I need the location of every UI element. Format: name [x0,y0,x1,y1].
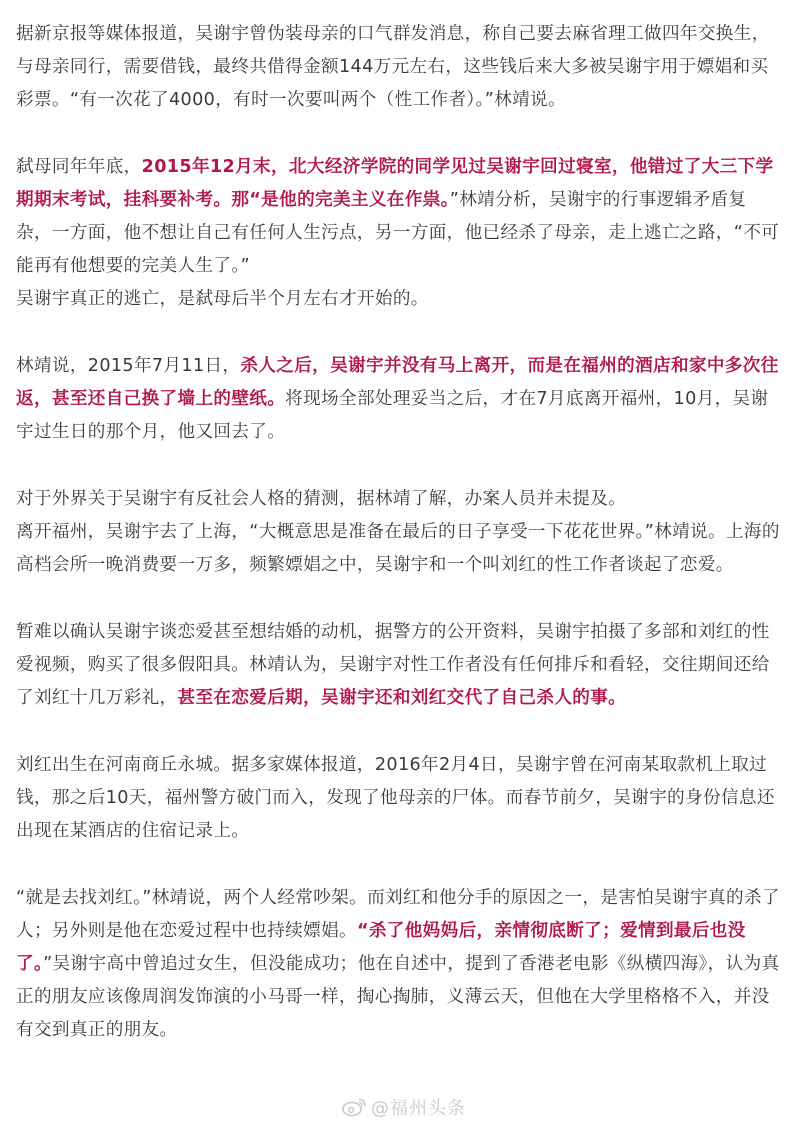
paragraph-7 [16,616,782,715]
highlighted-text: 2015年12月末，北大经济学院的同学见过吴谢宇回过寝室，他错过了大三下学期期末考试，挂科要补考。那“是他的完美主义在作祟。 [16,157,774,210]
highlighted-text: 杀人之后，吴谢宇并没有马上离开，而是在福州的酒店和家中多次往返，甚至还自己换了墙上的壁纸。 [16,356,779,409]
paragraph-8 [16,749,782,848]
paragraph-9 [16,882,782,1047]
watermark-text: @福州头条 [371,1098,466,1119]
article-body [16,18,782,1047]
paragraph-4 [16,350,782,449]
highlighted-text: 甚至在恋爱后期，吴谢宇还和刘红交代了自己杀人的事。 [177,688,627,708]
body-text: 对于外界关于吴谢宇有反社会人格的猜测，据林靖了解，办案人员并未提及。 [16,489,627,509]
body-text: 刘红出生在河南商丘永城。据多家媒体报道，2016年2月4日，吴谢宇曾在河南某取款机上取过钱，那之后10天，福州警方破门而入，发现了他母亲的尸体。而春节前夕，吴谢宇的身份信息还出现在某酒店的住宿记录上。 [16,755,775,841]
paragraph-1 [16,18,782,117]
body-text: 据新京报等媒体报道，吴谢宇曾伪装母亲的口气群发消息，称自己要去麻省理工做四年交换生，与母亲同行，需要借钱，最终共借得金额144万元左右，这些钱后来大多被吴谢宇用于嫖娼和买彩票。“有一次花了4000，有时一次要叫两个（性工作者）。”林靖说。 [16,24,770,110]
body-text: 将现场全部处理妥当之后，才在7月底离开福州，10月，吴谢宇过生日的那个月，他又回去了。 [16,389,769,442]
body-text: 弑母同年年底， [16,157,142,177]
body-text: 吴谢宇真正的逃亡，是弑母后半个月左右才开始的。 [16,289,429,309]
paragraph-3 [16,283,782,316]
watermark [341,1094,466,1120]
body-text: ”吴谢宇高中曾追过女生，但没能成功；他在自述中，提到了香港老电影《纵横四海》，认为真正的朋友应该像周润发饰演的小马哥一样，掏心掏肺，义薄云天，但他在大学里格格不入，并没有交到真正的朋友。 [16,954,780,1040]
body-text: ”林靖分析，吴谢宇的行事逻辑矛盾复杂，一方面，他不想让自己有任何人生污点，另一方面，他已经杀了母亲，走上逃亡之路，“不可能再有他想要的完美人生了。” [16,190,780,276]
paragraph-2 [16,151,782,283]
paragraph-6 [16,516,782,582]
highlighted-text: “杀了他妈妈后，亲情彻底断了；爱情到最后也没了。 [16,921,746,974]
body-text: 离开福州，吴谢宇去了上海，“大概意思是准备在最后的日子享受一下花花世界。”林靖说。上海的高档会所一晚消费要一万多，频繁嫖娼之中，吴谢宇和一个叫刘红的性工作者谈起了恋爱。 [16,522,780,575]
body-text: 暂难以确认吴谢宇谈恋爱甚至想结婚的动机，据警方的公开资料，吴谢宇拍摄了多部和刘红的性爱视频，购买了很多假阳具。林靖认为，吴谢宇对性工作者没有任何排斥和看轻，交往期间还给了刘红十几万彩礼， [16,622,770,708]
body-text: 林靖说，2015年7月11日， [16,356,241,376]
paragraph-5 [16,483,782,516]
body-text: “就是去找刘红。”林靖说，两个人经常吵架。而刘红和他分手的原因之一，是害怕吴谢宇真的杀了人；另外则是他在恋爱过程中也持续嫖娼。 [16,888,780,941]
weibo-logo-icon [341,1097,367,1117]
